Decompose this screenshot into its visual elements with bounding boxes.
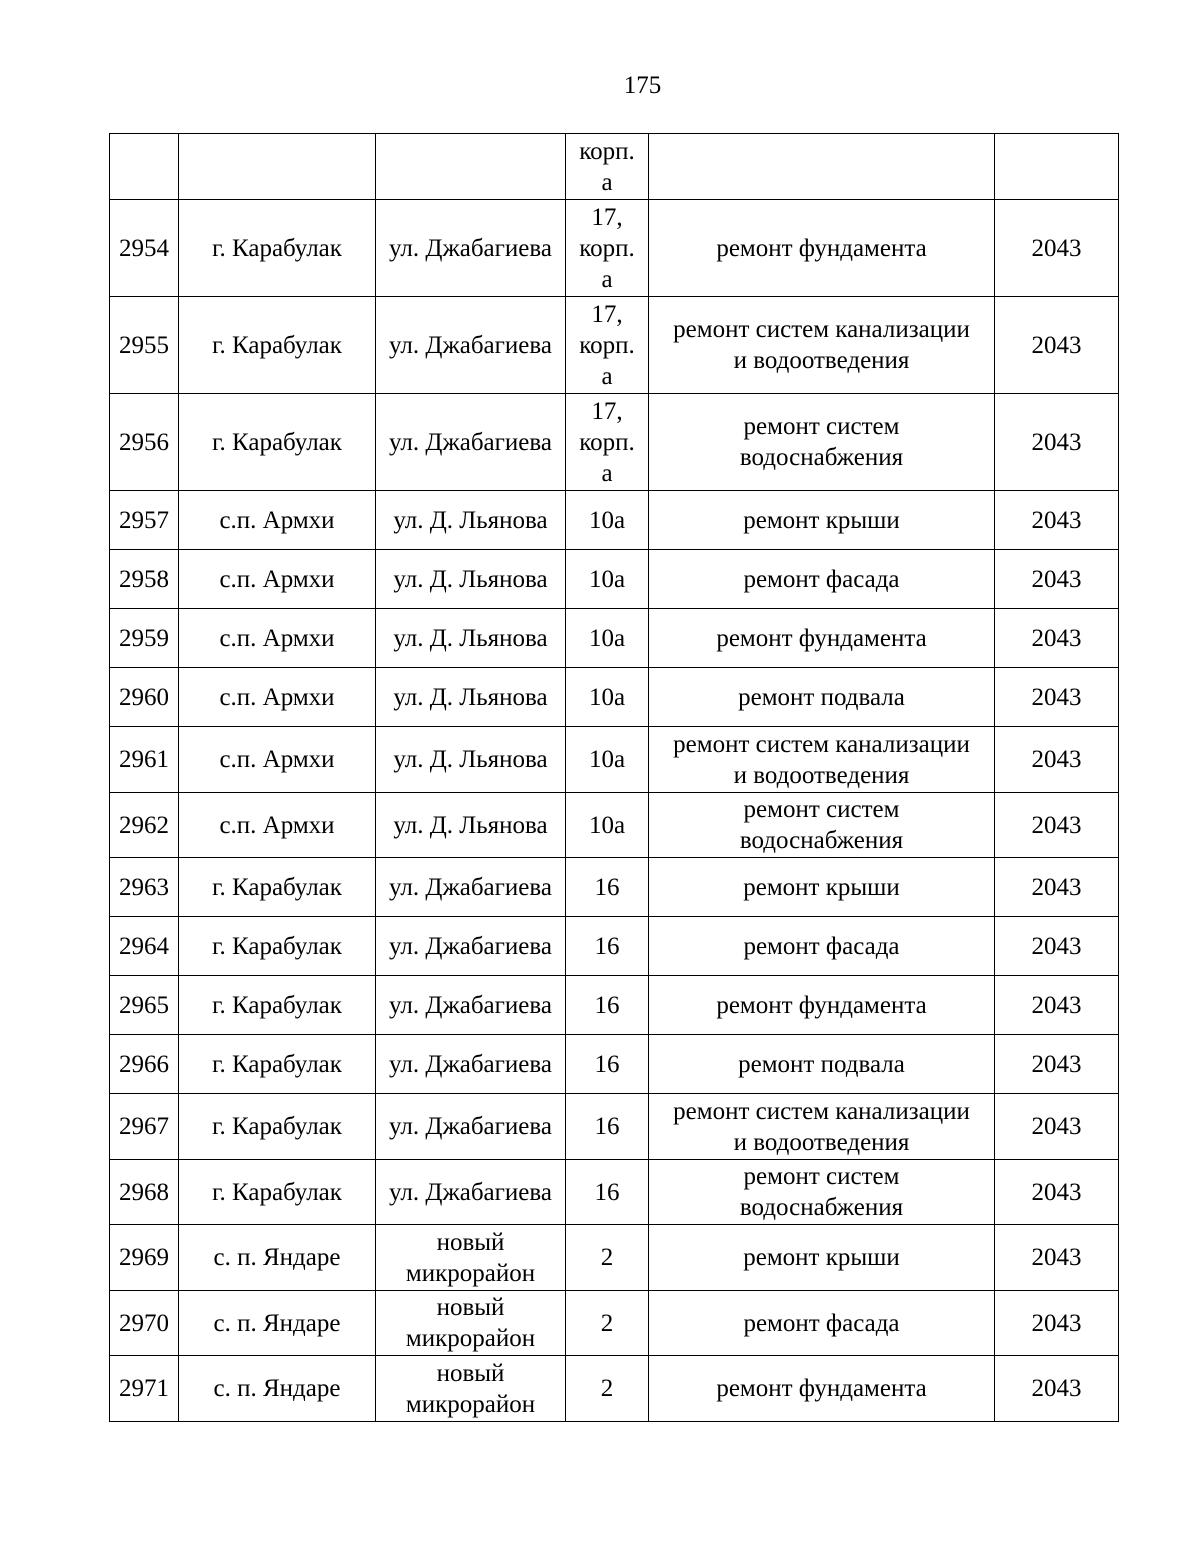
table-row: [110, 134, 1119, 200]
table-body: [110, 134, 1119, 1422]
settlement-cell: с.п. Армхи: [179, 793, 376, 858]
row-number-cell: [110, 134, 179, 200]
work-type-cell: ремонт фасада: [649, 1291, 995, 1356]
house-cell: 10а: [566, 491, 649, 550]
street-cell: ул. Джабагиева: [376, 1160, 566, 1225]
row-number-cell: 2959: [110, 609, 179, 668]
work-type-cell: ремонт крыши: [649, 1225, 995, 1291]
row-number-cell: 2958: [110, 550, 179, 609]
street-cell: новый микрорайон: [376, 1225, 566, 1291]
year-cell: 2043: [995, 394, 1119, 491]
row-number-cell: 2966: [110, 1035, 179, 1094]
work-type-cell: ремонт крыши: [649, 858, 995, 917]
house-cell: 2: [566, 1356, 649, 1422]
table-row: [110, 609, 1119, 668]
work-type-cell: ремонт систем канализации и водоотведения: [649, 297, 995, 394]
row-number-cell: 2971: [110, 1356, 179, 1422]
settlement-cell: с.п. Армхи: [179, 491, 376, 550]
year-cell: 2043: [995, 917, 1119, 976]
row-number-cell: 2955: [110, 297, 179, 394]
settlement-cell: г. Карабулак: [179, 917, 376, 976]
street-cell: ул. Д. Льянова: [376, 668, 566, 727]
work-type-cell: ремонт систем канализации и водоотведения: [649, 727, 995, 793]
year-cell: 2043: [995, 858, 1119, 917]
house-cell: 17, корп. а: [566, 297, 649, 394]
street-cell: ул. Джабагиева: [376, 200, 566, 297]
work-type-cell: ремонт фасада: [649, 550, 995, 609]
work-type-cell: ремонт фундамента: [649, 609, 995, 668]
table-row: [110, 793, 1119, 858]
year-cell: 2043: [995, 1291, 1119, 1356]
row-number-cell: 2967: [110, 1094, 179, 1160]
settlement-cell: г. Карабулак: [179, 858, 376, 917]
settlement-cell: г. Карабулак: [179, 1035, 376, 1094]
row-number-cell: 2962: [110, 793, 179, 858]
repair-schedule-table: [109, 133, 1119, 1422]
street-cell: ул. Д. Льянова: [376, 727, 566, 793]
street-cell: [376, 134, 566, 200]
house-cell: 17, корп. а: [566, 394, 649, 491]
work-type-cell: ремонт систем водоснабжения: [649, 394, 995, 491]
table-row: [110, 550, 1119, 609]
table-row: [110, 394, 1119, 491]
settlement-cell: г. Карабулак: [179, 1160, 376, 1225]
settlement-cell: с.п. Армхи: [179, 550, 376, 609]
street-cell: ул. Джабагиева: [376, 917, 566, 976]
table-row: [110, 491, 1119, 550]
street-cell: ул. Джабагиева: [376, 394, 566, 491]
settlement-cell: [179, 134, 376, 200]
settlement-cell: г. Карабулак: [179, 394, 376, 491]
work-type-cell: ремонт подвала: [649, 668, 995, 727]
house-cell: 16: [566, 1094, 649, 1160]
table-row: [110, 1291, 1119, 1356]
house-cell: 17, корп. а: [566, 200, 649, 297]
settlement-cell: с.п. Армхи: [179, 609, 376, 668]
year-cell: 2043: [995, 491, 1119, 550]
house-cell: 16: [566, 858, 649, 917]
house-cell: 10а: [566, 609, 649, 668]
table-row: [110, 727, 1119, 793]
house-cell: 16: [566, 1035, 649, 1094]
year-cell: 2043: [995, 668, 1119, 727]
house-cell: корп. а: [566, 134, 649, 200]
work-type-cell: ремонт фасада: [649, 917, 995, 976]
work-type-cell: [649, 134, 995, 200]
table-row: [110, 1225, 1119, 1291]
year-cell: 2043: [995, 727, 1119, 793]
year-cell: 2043: [995, 976, 1119, 1035]
row-number-cell: 2965: [110, 976, 179, 1035]
row-number-cell: 2964: [110, 917, 179, 976]
settlement-cell: с.п. Армхи: [179, 668, 376, 727]
street-cell: новый микрорайон: [376, 1291, 566, 1356]
table-row: [110, 1035, 1119, 1094]
year-cell: [995, 134, 1119, 200]
street-cell: ул. Джабагиева: [376, 297, 566, 394]
work-type-cell: ремонт фундамента: [649, 976, 995, 1035]
year-cell: 2043: [995, 550, 1119, 609]
street-cell: ул. Джабагиева: [376, 858, 566, 917]
year-cell: 2043: [995, 1160, 1119, 1225]
street-cell: ул. Джабагиева: [376, 1035, 566, 1094]
table-row: [110, 1356, 1119, 1422]
row-number-cell: 2954: [110, 200, 179, 297]
house-cell: 10а: [566, 550, 649, 609]
table-row: [110, 297, 1119, 394]
year-cell: 2043: [995, 297, 1119, 394]
row-number-cell: 2970: [110, 1291, 179, 1356]
house-cell: 10а: [566, 793, 649, 858]
table-row: [110, 668, 1119, 727]
settlement-cell: с. п. Яндаре: [179, 1356, 376, 1422]
settlement-cell: г. Карабулак: [179, 976, 376, 1035]
street-cell: ул. Джабагиева: [376, 976, 566, 1035]
row-number-cell: 2963: [110, 858, 179, 917]
work-type-cell: ремонт систем водоснабжения: [649, 1160, 995, 1225]
year-cell: 2043: [995, 1356, 1119, 1422]
settlement-cell: г. Карабулак: [179, 297, 376, 394]
table-row: [110, 200, 1119, 297]
table-row: [110, 858, 1119, 917]
street-cell: ул. Д. Льянова: [376, 550, 566, 609]
row-number-cell: 2956: [110, 394, 179, 491]
house-cell: 2: [566, 1291, 649, 1356]
row-number-cell: 2969: [110, 1225, 179, 1291]
work-type-cell: ремонт подвала: [649, 1035, 995, 1094]
settlement-cell: с. п. Яндаре: [179, 1225, 376, 1291]
year-cell: 2043: [995, 1094, 1119, 1160]
settlement-cell: с. п. Яндаре: [179, 1291, 376, 1356]
page-number: 175: [623, 72, 662, 99]
street-cell: ул. Д. Льянова: [376, 609, 566, 668]
row-number-cell: 2968: [110, 1160, 179, 1225]
street-cell: новый микрорайон: [376, 1356, 566, 1422]
street-cell: ул. Д. Льянова: [376, 491, 566, 550]
street-cell: ул. Д. Льянова: [376, 793, 566, 858]
table-row: [110, 1094, 1119, 1160]
house-cell: 10а: [566, 668, 649, 727]
year-cell: 2043: [995, 793, 1119, 858]
row-number-cell: 2961: [110, 727, 179, 793]
work-type-cell: ремонт крыши: [649, 491, 995, 550]
house-cell: 16: [566, 917, 649, 976]
settlement-cell: г. Карабулак: [179, 200, 376, 297]
house-cell: 16: [566, 976, 649, 1035]
row-number-cell: 2960: [110, 668, 179, 727]
work-type-cell: ремонт фундамента: [649, 1356, 995, 1422]
year-cell: 2043: [995, 200, 1119, 297]
table-row: [110, 976, 1119, 1035]
work-type-cell: ремонт систем канализации и водоотведения: [649, 1094, 995, 1160]
street-cell: ул. Джабагиева: [376, 1094, 566, 1160]
table-row: [110, 1160, 1119, 1225]
settlement-cell: г. Карабулак: [179, 1094, 376, 1160]
year-cell: 2043: [995, 1225, 1119, 1291]
house-cell: 2: [566, 1225, 649, 1291]
settlement-cell: с.п. Армхи: [179, 727, 376, 793]
work-type-cell: ремонт фундамента: [649, 200, 995, 297]
year-cell: 2043: [995, 609, 1119, 668]
house-cell: 10а: [566, 727, 649, 793]
table-row: [110, 917, 1119, 976]
house-cell: 16: [566, 1160, 649, 1225]
work-type-cell: ремонт систем водоснабжения: [649, 793, 995, 858]
year-cell: 2043: [995, 1035, 1119, 1094]
row-number-cell: 2957: [110, 491, 179, 550]
